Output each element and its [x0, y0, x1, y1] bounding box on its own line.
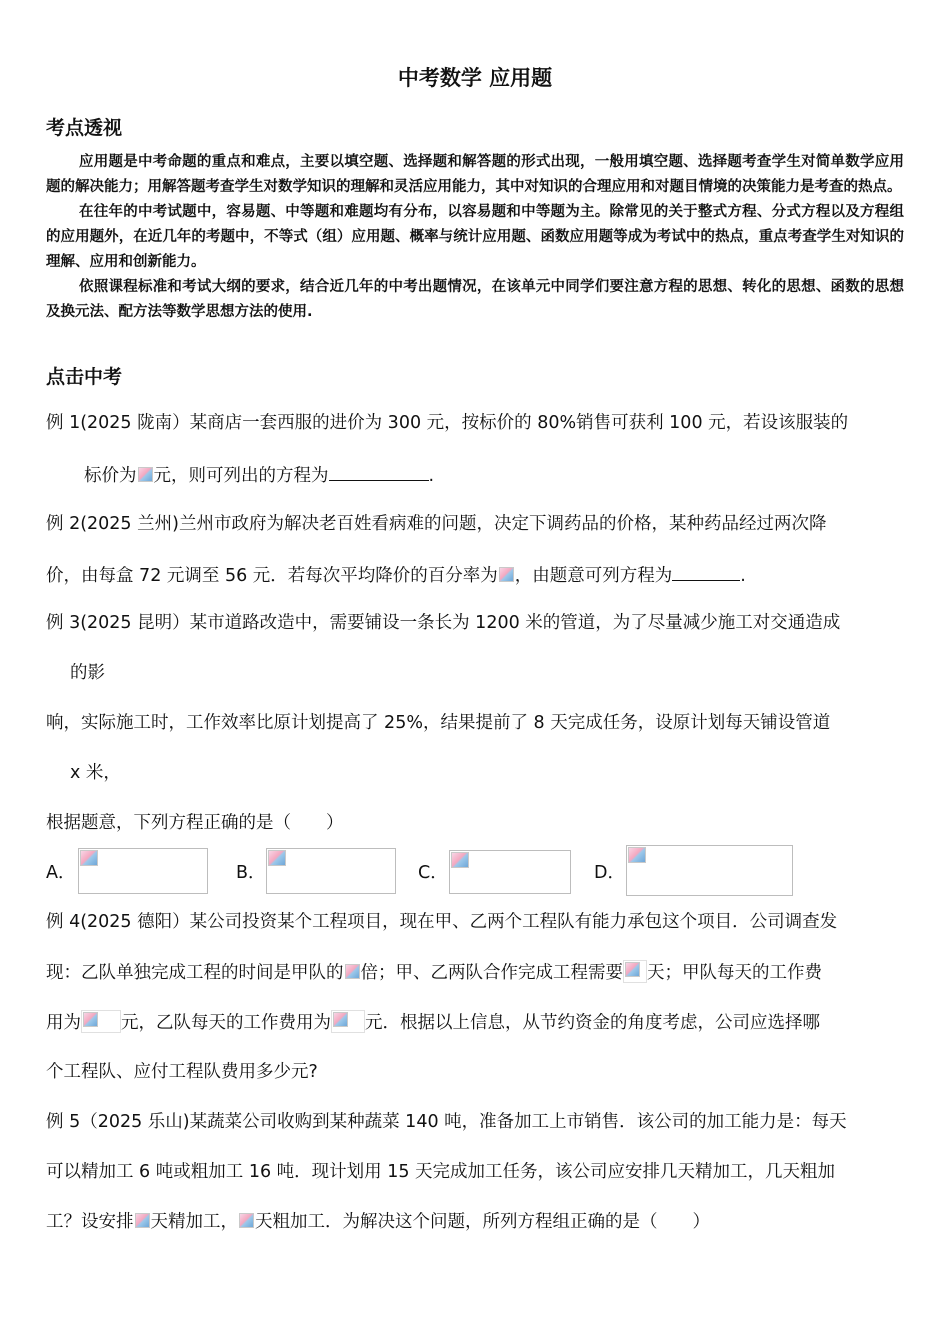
formula-image-icon: [451, 852, 469, 868]
answer-blank: [329, 462, 429, 481]
formula-image-icon: [239, 1213, 254, 1228]
ex2-line2: [46, 562, 746, 588]
intro-paragraph: 在往年的中考试题中，容易题、中等题和难题均有分布，以容易题和中等题为主。除常见的关于整式方程、分式方程以及方程组的应用题外，在近几年的考题中，不等式（组）应用题、概率与统计应用题、函数应用题等成为考试中的热点，重点考查学生对知识的理解、应用和创新能力。: [46, 204, 904, 270]
ex2-text: ，由题意可列方程为: [514, 566, 673, 586]
option-d-formula: [626, 845, 793, 896]
ex2-line1: 例 2(2025 兰州)兰州市政府为解决老百姓看病难的问题，决定下调药品的价格，某种药品经过两次降: [46, 514, 827, 534]
formula-image-box: [81, 1010, 121, 1033]
formula-image-icon: [628, 847, 646, 863]
ex4-line4: 个工程队、应付工程队费用多少元?: [46, 1062, 318, 1082]
option-b-label: B．: [236, 863, 266, 883]
option-c-formula: [449, 850, 571, 894]
ex4-text: 用为: [46, 1013, 81, 1033]
ex4-line1: 例 4(2025 德阳）某公司投资某个工程项目，现在甲、乙两个工程队有能力承包这个项目．公司调查发: [46, 912, 838, 932]
formula-image-icon: [499, 567, 514, 582]
option-a-label: A．: [46, 863, 76, 883]
option-c-label: C．: [418, 863, 448, 883]
option-a-formula: [78, 848, 208, 894]
formula-image-icon: [83, 1012, 98, 1027]
ex5-text: 天精加工，: [150, 1212, 238, 1232]
ex3-line1: 例 3(2025 昆明）某市道路改造中，需要铺设一条长为 1200 米的管道，为了尽量减少施工对交通造成: [46, 613, 841, 633]
ex2-text: .: [740, 566, 746, 586]
intro-paragraph: 依照课程标准和考试大纲的要求，结合近几年的中考出题情况，在该单元中同学们要注意方程的思想、转化的思想、函数的思想及换元法、配方法等数学思想方法的使用.: [46, 279, 904, 320]
ex5-text: 天粗加工．为解决这个问题，所列方程组正确的是（ ）: [255, 1212, 710, 1232]
section-heading-key-points: 考点透视: [46, 117, 123, 139]
formula-image-icon: [80, 850, 98, 866]
ex5-line1: 例 5（2025 乐山)某蔬菜公司收购到某种蔬菜 140 吨，准备加工上市销售．该公司的加工能力是：每天: [46, 1112, 847, 1132]
ex4-text: 倍；甲、乙两队合作完成工程需要: [360, 963, 623, 983]
answer-blank: [672, 562, 740, 581]
option-b-formula: [266, 848, 396, 894]
formula-image-icon: [268, 850, 286, 866]
formula-image-icon: [333, 1012, 348, 1027]
ex3-line3: 响，实际施工时，工作效率比原计划提高了 25%，结果提前了 8 天完成任务，设原计划每天铺设管道: [46, 713, 831, 733]
ex1-line2: [84, 462, 434, 488]
ex5-line3: [46, 1210, 710, 1234]
ex4-text: 元．根据以上信息，从节约资金的角度考虑，公司应选择哪: [365, 1013, 820, 1033]
option-d-label: D．: [594, 863, 625, 883]
ex3-line4: x 米，: [70, 763, 121, 783]
formula-image-box: [623, 960, 647, 983]
ex4-text: 元，乙队每天的工作费用为: [121, 1013, 331, 1033]
formula-image-box: [331, 1010, 365, 1033]
ex4-text: 现：乙队单独完成工程的时间是甲队的: [46, 963, 344, 983]
ex1-text: 标价为: [84, 466, 137, 486]
ex1-text: .: [428, 466, 435, 486]
ex1-line1: 例 1(2025 陇南）某商店一套西服的进价为 300 元，按标价的 80%销售可获利 100 元，若设该服装的: [46, 413, 849, 433]
ex4-line3: [46, 1010, 820, 1035]
ex1-text: 元，则可列出的方程为: [153, 466, 329, 486]
ex4-line2: [46, 960, 822, 985]
formula-image-icon: [138, 467, 153, 482]
ex3-line2: 的影: [70, 663, 105, 683]
ex2-text: 价，由每盒 72 元调至 56 元．若每次平均降价的百分率为: [46, 566, 498, 586]
section-heading-exam-examples: 点击中考: [46, 366, 123, 388]
formula-image-icon: [625, 962, 640, 977]
ex3-line5: 根据题意，下列方程正确的是（ ）: [46, 813, 344, 833]
intro-paragraph: 应用题是中考命题的重点和难点，主要以填空题、选择题和解答题的形式出现，一般用填空题、选择题考查学生对简单数学应用题的解决能力；用解答题考查学生对数学知识的理解和灵活应用能力，其中对知识的合理应用和对题目情境的决策能力是考查的热点。: [46, 154, 904, 195]
formula-image-icon: [135, 1213, 150, 1228]
ex5-line2: 可以精加工 6 吨或粗加工 16 吨．现计划用 15 天完成加工任务，该公司应安排几天精加工，几天粗加: [46, 1162, 836, 1182]
intro-text: [46, 150, 904, 325]
formula-image-icon: [345, 964, 360, 979]
page-title: 中考数学 应用题: [397, 66, 553, 90]
ex5-text: 工？设安排: [46, 1212, 134, 1232]
ex4-text: 天；甲队每天的工作费: [647, 963, 822, 983]
